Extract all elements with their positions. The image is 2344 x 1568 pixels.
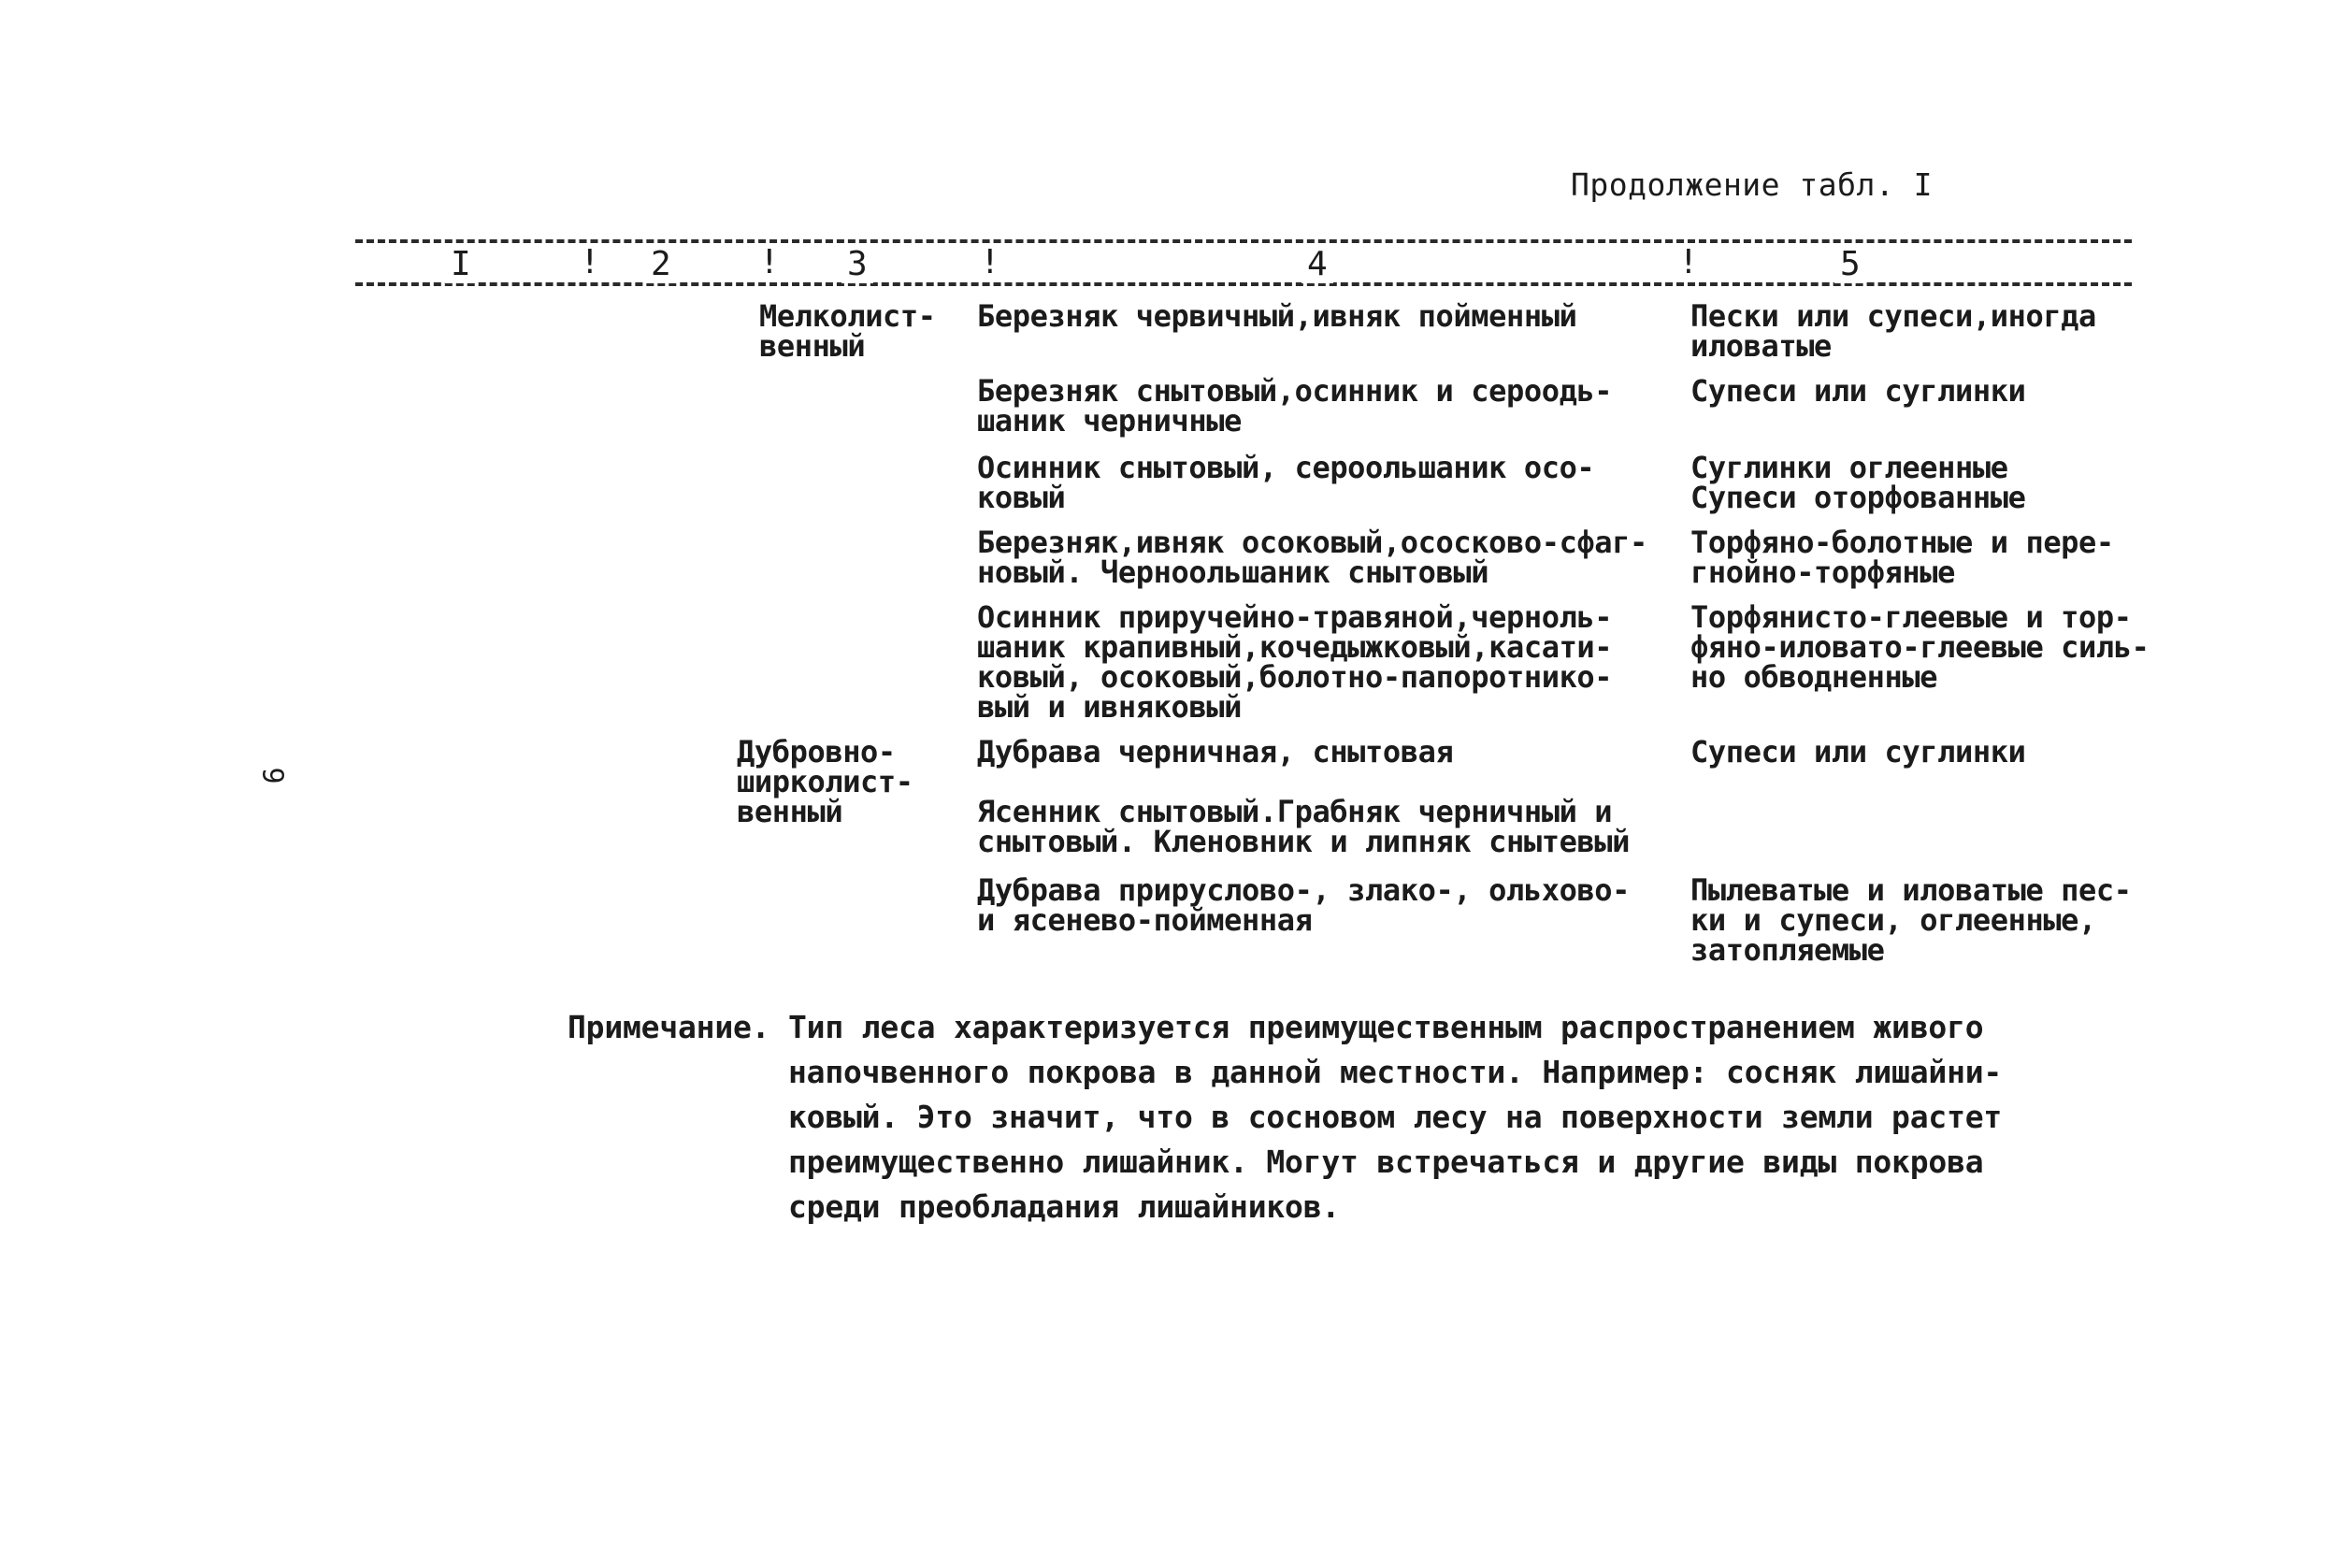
column-separator: ! xyxy=(980,243,1000,281)
forest-type-cell: Березняк,ивняк осоковый,ососково-сфаг- новый. Черноольшаник снытовый xyxy=(977,525,1647,590)
soil-type-cell: Пылеватые и иловатые пес- ки и супеси, оглеенные, затопляемые xyxy=(1690,872,2132,968)
forest-group-name: Мелколист- венный xyxy=(759,298,936,364)
footnote-text: Тип леса характеризуется преимущественным распространением живого напочвенного покрова в данной местности. Например: сосняк лишайни- ковый. Это значит, что в сосновом лесу на поверхности земли растет преимущественно лишайник. Могут встречаться и другие виды покрова среди преобладания лишайников. xyxy=(788,1009,2003,1225)
column-separator: ! xyxy=(580,243,600,281)
soil-type-cell: Супеси или суглинки xyxy=(1690,734,2026,770)
table-top-rule xyxy=(355,239,2132,243)
column-number-5: 5 xyxy=(1834,245,1866,283)
forest-type-cell: Дубрава прируслово-, злако-, ольхово- и ясенево-пойменная xyxy=(977,872,1631,938)
page-number: 9 xyxy=(255,767,289,784)
forest-type-cell: Березняк снытовый,осинник и сероодь- шаник черничные xyxy=(977,373,1613,439)
soil-type-cell: Торфянисто-глеевые и тор- фяно-иловато-глеевые силь- но обводненные xyxy=(1690,599,2150,695)
soil-type-cell: Суглинки оглеенные Супеси оторфованные xyxy=(1690,450,2026,515)
soil-type-cell: Торфяно-болотные и пере- гнойно-торфяные xyxy=(1690,525,2114,590)
forest-type-cell: Ясенник снытовый.Грабняк черничный и снытовый. Кленовник и липняк снытевый xyxy=(977,794,1631,859)
column-number-1: I xyxy=(445,245,477,283)
footnote-label: Примечание. xyxy=(568,1009,770,1045)
forest-type-cell: Березняк червичный,ивняк пойменный xyxy=(977,298,1577,334)
forest-type-cell: Дубрава черничная, снытовая xyxy=(977,734,1454,770)
column-number-3: 3 xyxy=(841,245,873,283)
column-separator: ! xyxy=(759,243,780,281)
table-continuation-caption: Продолжение табл. I xyxy=(1571,166,1933,203)
column-separator: ! xyxy=(1678,243,1699,281)
forest-type-cell: Осинник приручейно-травяной,черноль- шаник крапивный,кочедыжковый,касати- ковый, осоковый,болотно-папоротнико- вый и ивняковый xyxy=(977,599,1613,725)
soil-type-cell: Супеси или суглинки xyxy=(1690,373,2026,409)
soil-type-cell: Пески или супеси,иногда иловатые xyxy=(1690,298,2096,364)
column-number-4: 4 xyxy=(1301,245,1333,283)
column-number-2: 2 xyxy=(645,245,677,283)
forest-group-name: Дубровно- ширколист- венный xyxy=(737,734,913,829)
forest-type-cell: Осинник снытовый, сероольшаник осо- ковый xyxy=(977,450,1595,515)
